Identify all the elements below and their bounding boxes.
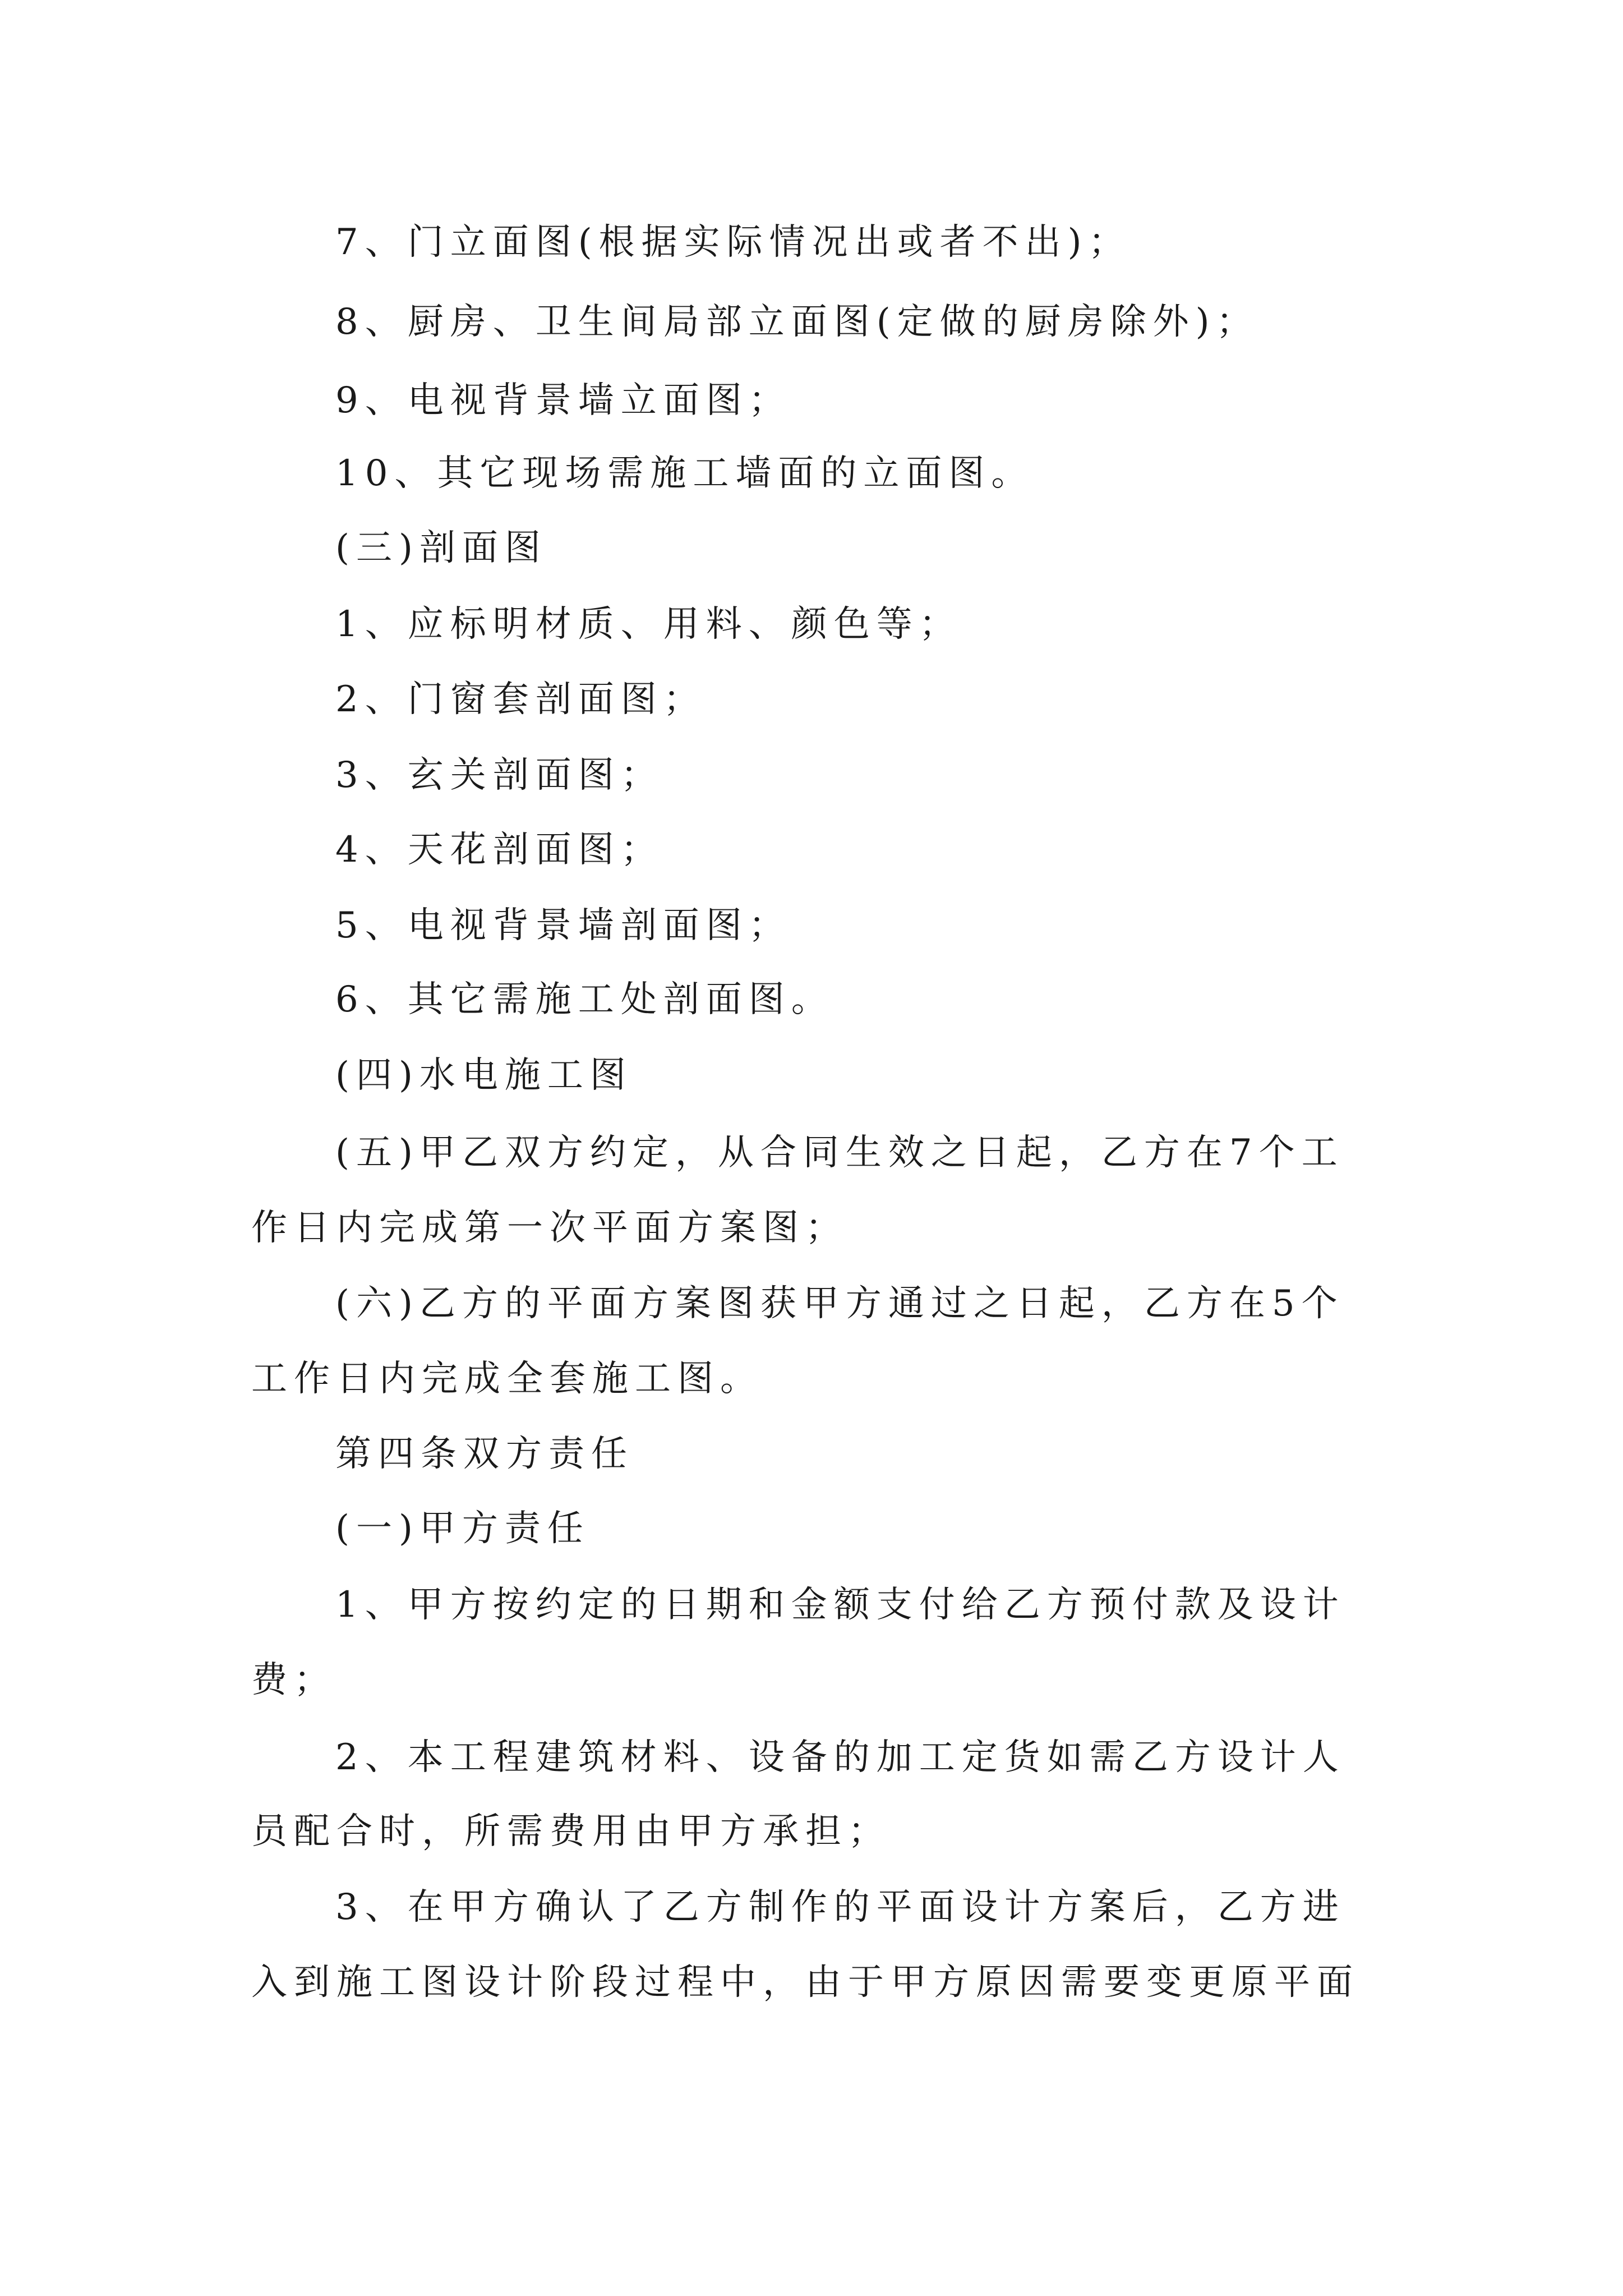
- text-line: 2、本工程建筑材料、设备的加工定货如需乙方设计人: [335, 1737, 1345, 1778]
- text-line: 8、厨房、卫生间局部立面图(定做的厨房除外)；: [335, 301, 1259, 343]
- text-line: 1、甲方按约定的日期和金额支付给乙方预付款及设计: [335, 1584, 1345, 1626]
- text-line: 2、门窗套剖面图；: [335, 679, 706, 720]
- text-line: 6、其它需施工处剖面图。: [335, 979, 834, 1020]
- text-line: (五)甲乙双方约定，从合同生效之日起，乙方在7个工: [335, 1132, 1344, 1174]
- text-line: 员配合时，所需费用由甲方承担；: [251, 1811, 891, 1852]
- text-line: 工作日内完成全套施工图。: [251, 1358, 763, 1400]
- text-line: 4、天花剖面图；: [335, 829, 663, 871]
- text-line: 费；: [251, 1659, 336, 1701]
- text-line: 5、电视背景墙剖面图；: [335, 905, 791, 946]
- text-line: 10、其它现场需施工墙面的立面图。: [335, 453, 1034, 494]
- text-line: 作日内完成第一次平面方案图；: [251, 1207, 848, 1249]
- text-line: 9、电视背景墙立面图；: [335, 380, 791, 421]
- text-line: (六)乙方的平面方案图获甲方通过之日起，乙方在5个: [335, 1283, 1344, 1324]
- text-line: 入到施工图设计阶段过程中，由于甲方原因需要变更原平面: [251, 1962, 1359, 2003]
- text-line: 1、应标明材质、用料、颜色等；: [335, 604, 962, 645]
- section-heading: (一)甲方责任: [335, 1508, 590, 1549]
- text-line: 3、在甲方确认了乙方制作的平面设计方案后，乙方进: [335, 1887, 1345, 1928]
- article-heading: 第四条双方责任: [335, 1433, 634, 1475]
- section-heading: (三)剖面图: [335, 527, 547, 569]
- text-line: 3、玄关剖面图；: [335, 754, 663, 796]
- section-heading: (四)水电施工图: [335, 1055, 633, 1096]
- text-line: 7、门立面图(根据实际情况出或者不出)；: [335, 222, 1131, 263]
